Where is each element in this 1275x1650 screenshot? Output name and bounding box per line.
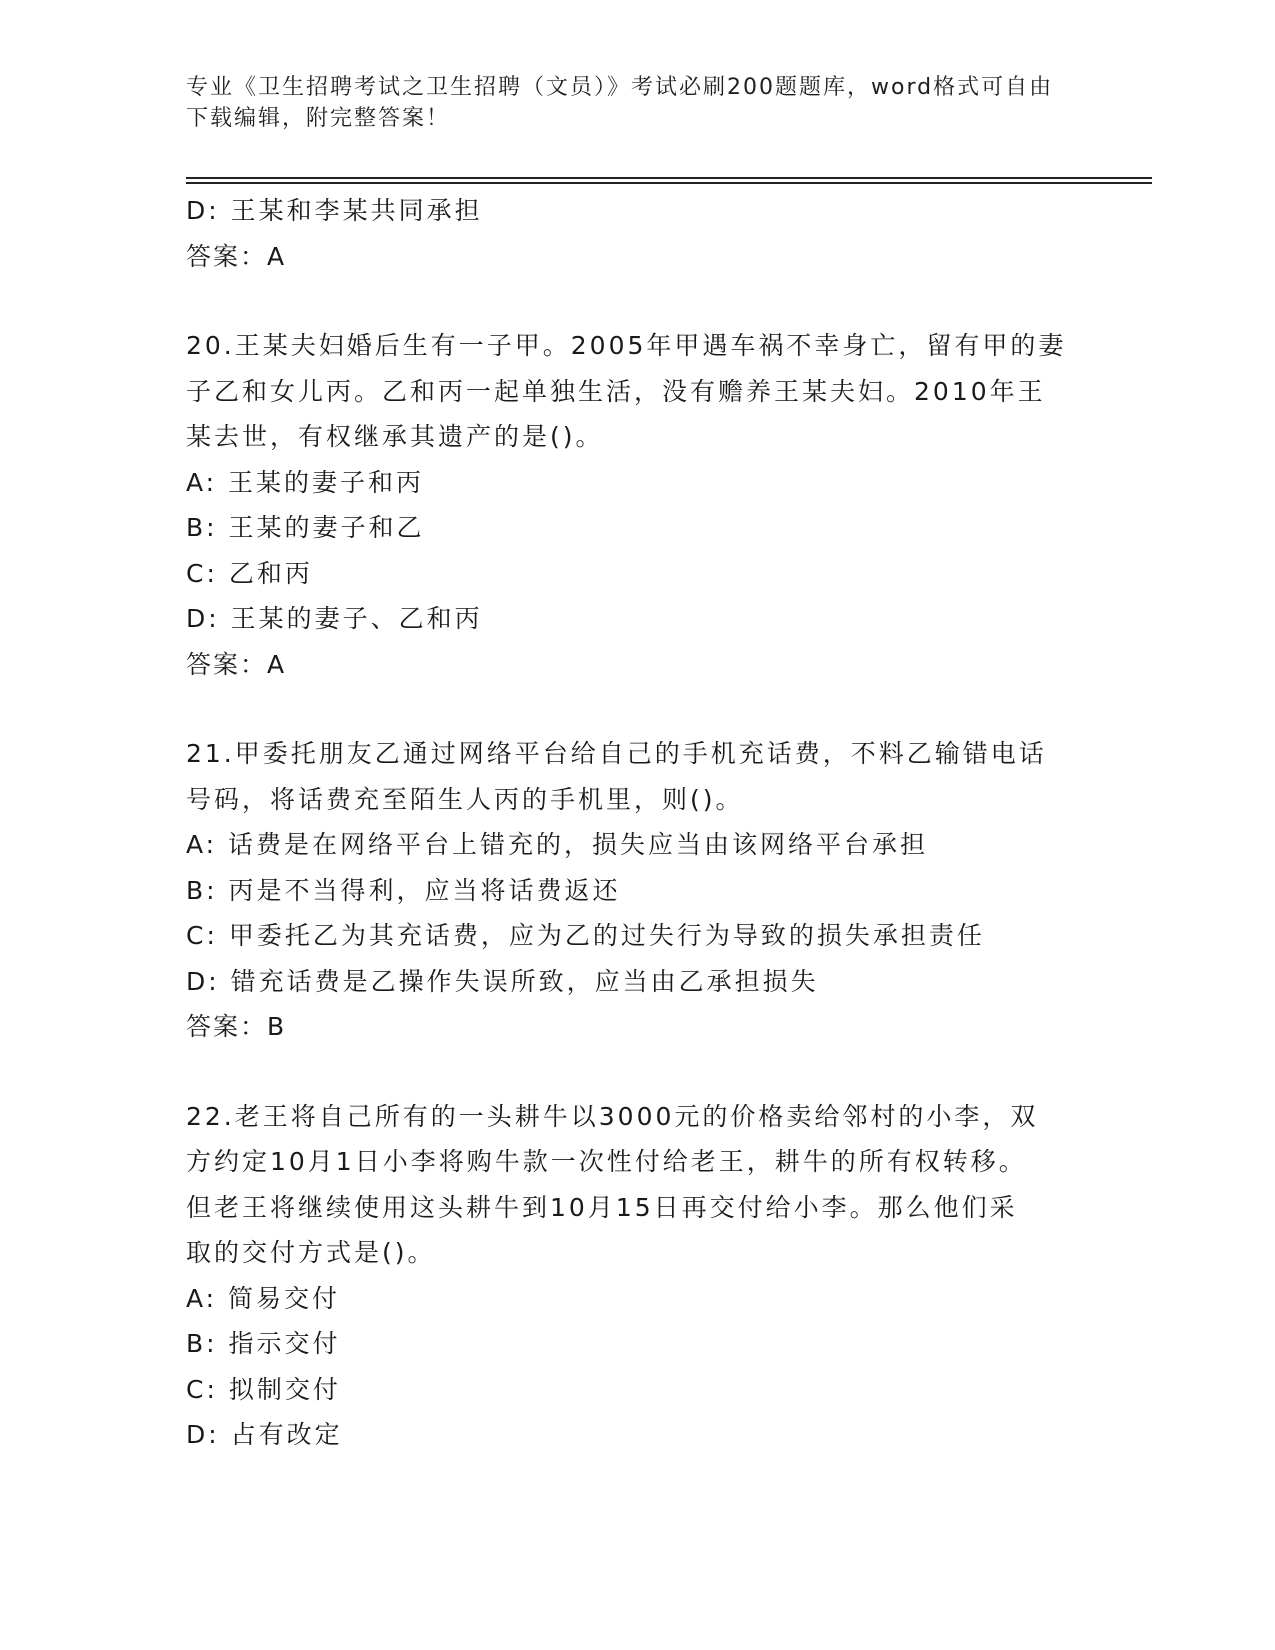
answer-line: 答案：A (186, 241, 287, 271)
question-22 (186, 1094, 1086, 1458)
question-text: 子乙和女儿丙。乙和丙一起单独生活，没有赡养王某夫妇。2010年王 (186, 376, 1046, 406)
question-text: 但老王将继续使用这头耕牛到10月15日再交付给小李。那么他们采 (186, 1192, 1018, 1222)
spacer (186, 1050, 1086, 1094)
question-21 (186, 731, 1086, 1050)
option-b: B: 王某的妻子和乙 (186, 513, 425, 542)
spacer (186, 279, 1086, 323)
question-text: 20.王某夫妇婚后生有一子甲。2005年甲遇车祸不幸身亡，留有甲的妻 (186, 331, 1067, 360)
option-d: D: 错充话费是乙操作失误所致，应当由乙承担损失 (186, 966, 819, 996)
option-d: D: 占有改定 (186, 1420, 343, 1449)
question-text: 方约定10月1日小李将购牛款一次性付给老王，耕牛的所有权转移。 (186, 1147, 1027, 1176)
question-list (186, 188, 1086, 1458)
spacer (186, 687, 1086, 731)
option-a: A: 话费是在网络平台上错充的，损失应当由该网络平台承担 (186, 830, 929, 859)
option-a: A: 王某的妻子和丙 (186, 467, 425, 497)
option-d: D: 王某的妻子、乙和丙 (186, 604, 483, 633)
answer-line: 答案：B (186, 1012, 287, 1041)
option-c: C: 乙和丙 (186, 558, 313, 588)
question-20 (186, 323, 1086, 687)
option-d: D: 王某和李某共同承担 (186, 196, 483, 225)
option-c: C: 拟制交付 (186, 1374, 341, 1404)
question-text: 某去世，有权继承其遗产的是()。 (186, 422, 604, 451)
page-header: 专业《卫生招聘考试之卫生招聘（文员）》考试必刷200题题库，word格式可自由下载编辑，附完整答案！ (186, 75, 1054, 131)
question-text: 取的交付方式是()。 (186, 1238, 436, 1267)
question-text: 22.老王将自己所有的一头耕牛以3000元的价格卖给邻村的小李，双 (186, 1101, 1039, 1131)
answer-line: 答案：A (186, 649, 287, 679)
option-a: A: 简易交付 (186, 1283, 341, 1313)
option-b: B: 丙是不当得利，应当将话费返还 (186, 875, 621, 905)
question-text: 21.甲委托朋友乙通过网络平台给自己的手机充话费，不料乙输错电话 (186, 739, 1047, 768)
option-c: C: 甲委托乙为其充话费，应为乙的过失行为导致的损失承担责任 (186, 921, 985, 950)
header-rule-top (186, 177, 1152, 179)
option-b: B: 指示交付 (186, 1329, 341, 1358)
header-rule-bottom (186, 182, 1152, 184)
question-text: 号码，将话费充至陌生人丙的手机里，则()。 (186, 784, 744, 814)
